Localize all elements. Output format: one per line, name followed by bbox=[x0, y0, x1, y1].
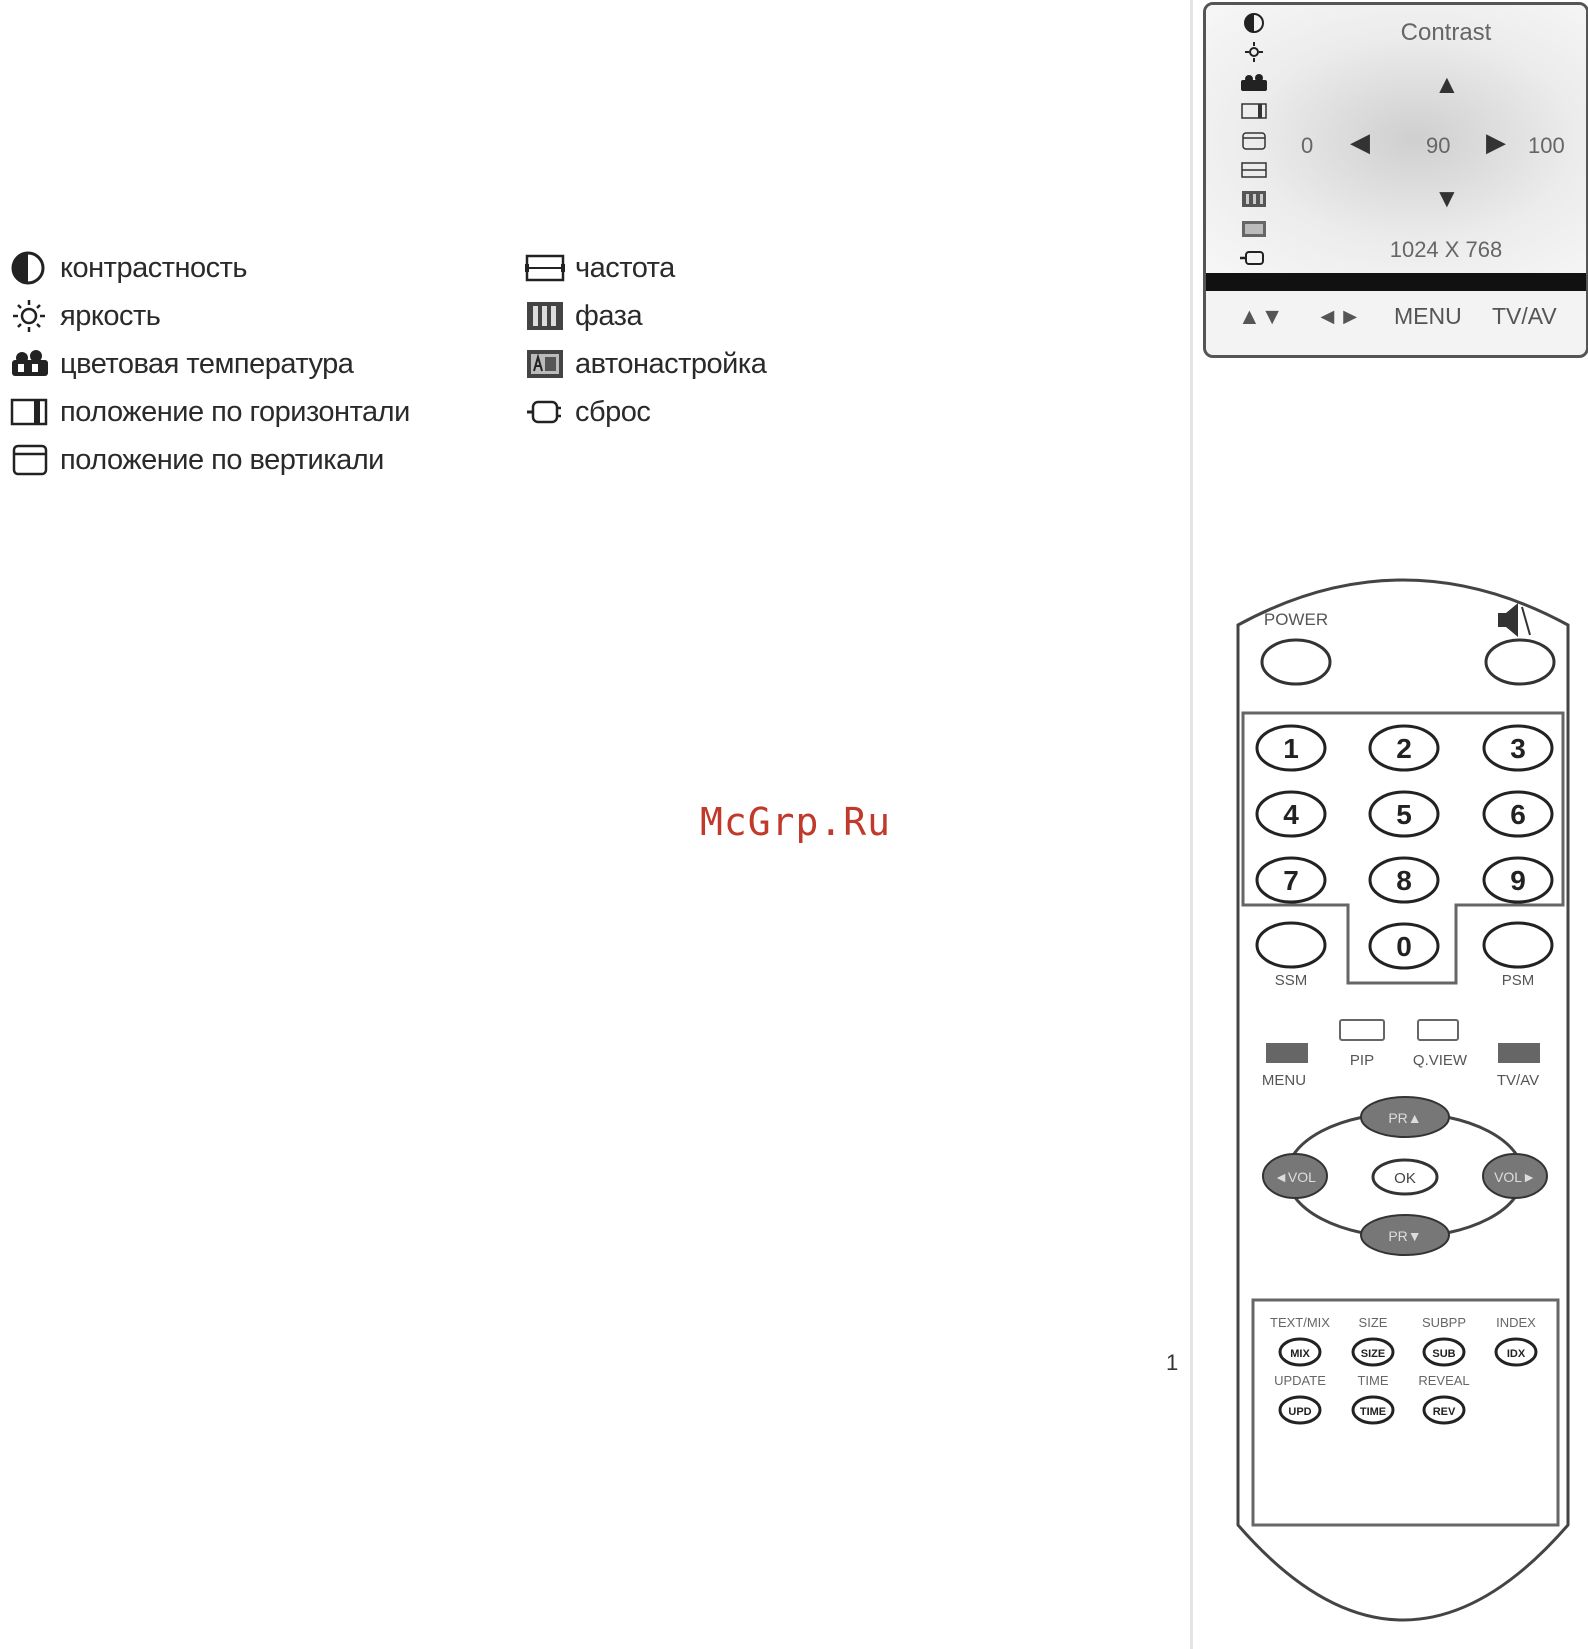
teletext-key: SIZE bbox=[1360, 1348, 1386, 1360]
watermark: McGrp.Ru bbox=[700, 800, 892, 844]
digit-label: 7 bbox=[1283, 865, 1299, 896]
ssm-button[interactable] bbox=[1257, 923, 1325, 967]
digit-label: 4 bbox=[1283, 799, 1299, 830]
legend-item-auto-adjust bbox=[525, 344, 766, 384]
contrast-icon bbox=[10, 250, 50, 286]
pip-label: PIP bbox=[1349, 1052, 1375, 1069]
teletext-label: REVEAL bbox=[1418, 1373, 1470, 1388]
teletext-label: TIME bbox=[1357, 1373, 1389, 1388]
osd-panel bbox=[1203, 2, 1588, 358]
osd-divider-bar bbox=[1206, 273, 1586, 291]
frequency-icon bbox=[525, 250, 565, 286]
digit-button-4[interactable] bbox=[1257, 792, 1325, 836]
down-arrow-icon: ▼ bbox=[1434, 183, 1460, 213]
teletext-key: IDX bbox=[1506, 1348, 1526, 1360]
teletext-key: TIME bbox=[1359, 1406, 1387, 1418]
osd-leftright-button[interactable]: ◄► bbox=[1316, 303, 1362, 329]
digit-label: 6 bbox=[1510, 799, 1526, 830]
legend-label: положение по горизонтали bbox=[60, 395, 410, 428]
digit-button-8[interactable] bbox=[1370, 858, 1438, 902]
osd-icon-column bbox=[1234, 13, 1274, 268]
legend-label: частота bbox=[575, 251, 675, 284]
pr-down-label: PR▼ bbox=[1388, 1228, 1422, 1244]
digit-button-1[interactable] bbox=[1257, 726, 1325, 770]
tvav-label: TV/AV bbox=[1496, 1072, 1540, 1089]
digit-button-7[interactable] bbox=[1257, 858, 1325, 902]
frequency-icon bbox=[1239, 160, 1269, 180]
auto-adjust-icon bbox=[525, 346, 565, 382]
digit-label: 5 bbox=[1396, 799, 1412, 830]
reset-icon bbox=[525, 394, 565, 430]
osd-screen bbox=[1206, 5, 1586, 273]
digit-button-6[interactable] bbox=[1484, 792, 1552, 836]
legend-item-contrast bbox=[10, 248, 247, 288]
ok-button[interactable] bbox=[1373, 1160, 1437, 1194]
power-label: POWER bbox=[1263, 610, 1329, 629]
digit-button-3[interactable] bbox=[1484, 726, 1552, 770]
page-number: 1 bbox=[1166, 1350, 1179, 1375]
menu-button[interactable] bbox=[1266, 1043, 1308, 1063]
vertical-position-icon bbox=[10, 442, 50, 478]
osd-current-value: 90 bbox=[1426, 133, 1451, 158]
pip-button[interactable] bbox=[1340, 1020, 1384, 1040]
horizontal-position-icon bbox=[1239, 101, 1269, 121]
volume-down-button[interactable] bbox=[1263, 1154, 1327, 1198]
up-arrow-icon: ▲ bbox=[1434, 69, 1460, 99]
teletext-label: INDEX bbox=[1496, 1315, 1536, 1330]
legend-item-brightness bbox=[10, 296, 160, 336]
brightness-icon bbox=[1239, 42, 1269, 62]
color-temperature-icon bbox=[10, 346, 50, 382]
qview-button[interactable] bbox=[1418, 1020, 1458, 1040]
program-down-button[interactable] bbox=[1361, 1215, 1449, 1255]
legend-label: фаза bbox=[575, 299, 643, 332]
pr-up-label: PR▲ bbox=[1388, 1110, 1422, 1126]
left-arrow-icon: ◀ bbox=[1350, 127, 1370, 157]
icon-legend bbox=[10, 248, 810, 508]
vertical-position-icon bbox=[1239, 131, 1269, 151]
osd-tvav-button[interactable]: TV/AV bbox=[1492, 303, 1557, 329]
osd-resolution: 1024 X 768 bbox=[1389, 237, 1503, 262]
digit-label: 8 bbox=[1396, 865, 1412, 896]
teletext-label: SIZE bbox=[1358, 1315, 1388, 1330]
color-temperature-icon bbox=[1239, 72, 1269, 92]
psm-button[interactable] bbox=[1484, 923, 1552, 967]
remote-control bbox=[1218, 565, 1588, 1645]
digit-button-9[interactable] bbox=[1484, 858, 1552, 902]
teletext-key: SUB bbox=[1432, 1348, 1456, 1360]
teletext-label: TEXT/MIX bbox=[1270, 1315, 1330, 1330]
teletext-label: UPDATE bbox=[1274, 1373, 1326, 1388]
osd-max-value: 100 bbox=[1528, 133, 1565, 158]
right-arrow-icon: ▶ bbox=[1486, 127, 1506, 157]
osd-button-row bbox=[1206, 303, 1586, 339]
legend-label: контрастность bbox=[60, 251, 248, 284]
brightness-icon bbox=[10, 298, 50, 334]
reset-icon bbox=[1239, 248, 1269, 268]
legend-item-horizontal-position bbox=[10, 392, 410, 432]
digit-label: 2 bbox=[1396, 733, 1412, 764]
digit-label: 1 bbox=[1283, 733, 1299, 764]
vol-left-label: ◄VOL bbox=[1274, 1169, 1316, 1185]
volume-up-button[interactable] bbox=[1483, 1154, 1547, 1198]
osd-title: Contrast bbox=[1400, 19, 1492, 46]
digit-label: 3 bbox=[1510, 733, 1526, 764]
program-up-button[interactable] bbox=[1361, 1097, 1449, 1137]
osd-menu-button[interactable]: MENU bbox=[1394, 303, 1462, 329]
legend-item-color-temperature bbox=[10, 344, 353, 384]
digit-label: 9 bbox=[1510, 865, 1526, 896]
auto-adjust-icon bbox=[1239, 219, 1269, 239]
digit-button-5[interactable] bbox=[1370, 792, 1438, 836]
ok-label: OK bbox=[1394, 1170, 1416, 1187]
legend-item-phase bbox=[525, 296, 642, 336]
power-button[interactable] bbox=[1262, 640, 1330, 684]
digit-label: 0 bbox=[1396, 931, 1412, 962]
legend-item-vertical-position bbox=[10, 440, 384, 480]
legend-label: автонастройка bbox=[575, 347, 767, 380]
osd-min-value: 0 bbox=[1301, 133, 1314, 158]
menu-label: MENU bbox=[1261, 1072, 1307, 1089]
mute-button[interactable] bbox=[1486, 640, 1554, 684]
ssm-label: SSM bbox=[1274, 972, 1308, 989]
psm-label: PSM bbox=[1501, 972, 1535, 989]
teletext-key: REV bbox=[1432, 1406, 1456, 1418]
teletext-label: SUBPP bbox=[1421, 1315, 1467, 1330]
legend-item-frequency bbox=[525, 248, 675, 288]
horizontal-position-icon bbox=[10, 394, 50, 430]
phase-icon bbox=[525, 298, 565, 334]
osd-updown-button[interactable]: ▲▼ bbox=[1238, 303, 1284, 329]
legend-item-reset bbox=[525, 392, 650, 432]
legend-label: цветовая температура bbox=[60, 347, 354, 380]
teletext-key: MIX bbox=[1290, 1348, 1310, 1360]
legend-label: сброс bbox=[575, 395, 651, 428]
digit-button-2[interactable] bbox=[1370, 726, 1438, 770]
teletext-key: UPD bbox=[1288, 1406, 1312, 1418]
qview-label: Q.VIEW bbox=[1412, 1052, 1468, 1069]
contrast-icon bbox=[1239, 13, 1269, 33]
tvav-button[interactable] bbox=[1498, 1043, 1540, 1063]
phase-icon bbox=[1239, 189, 1269, 209]
legend-label: яркость bbox=[60, 299, 161, 332]
legend-label: положение по вертикали bbox=[60, 443, 384, 476]
digit-button-0[interactable] bbox=[1370, 924, 1438, 968]
column-divider bbox=[1190, 0, 1193, 1649]
vol-right-label: VOL► bbox=[1494, 1169, 1536, 1185]
